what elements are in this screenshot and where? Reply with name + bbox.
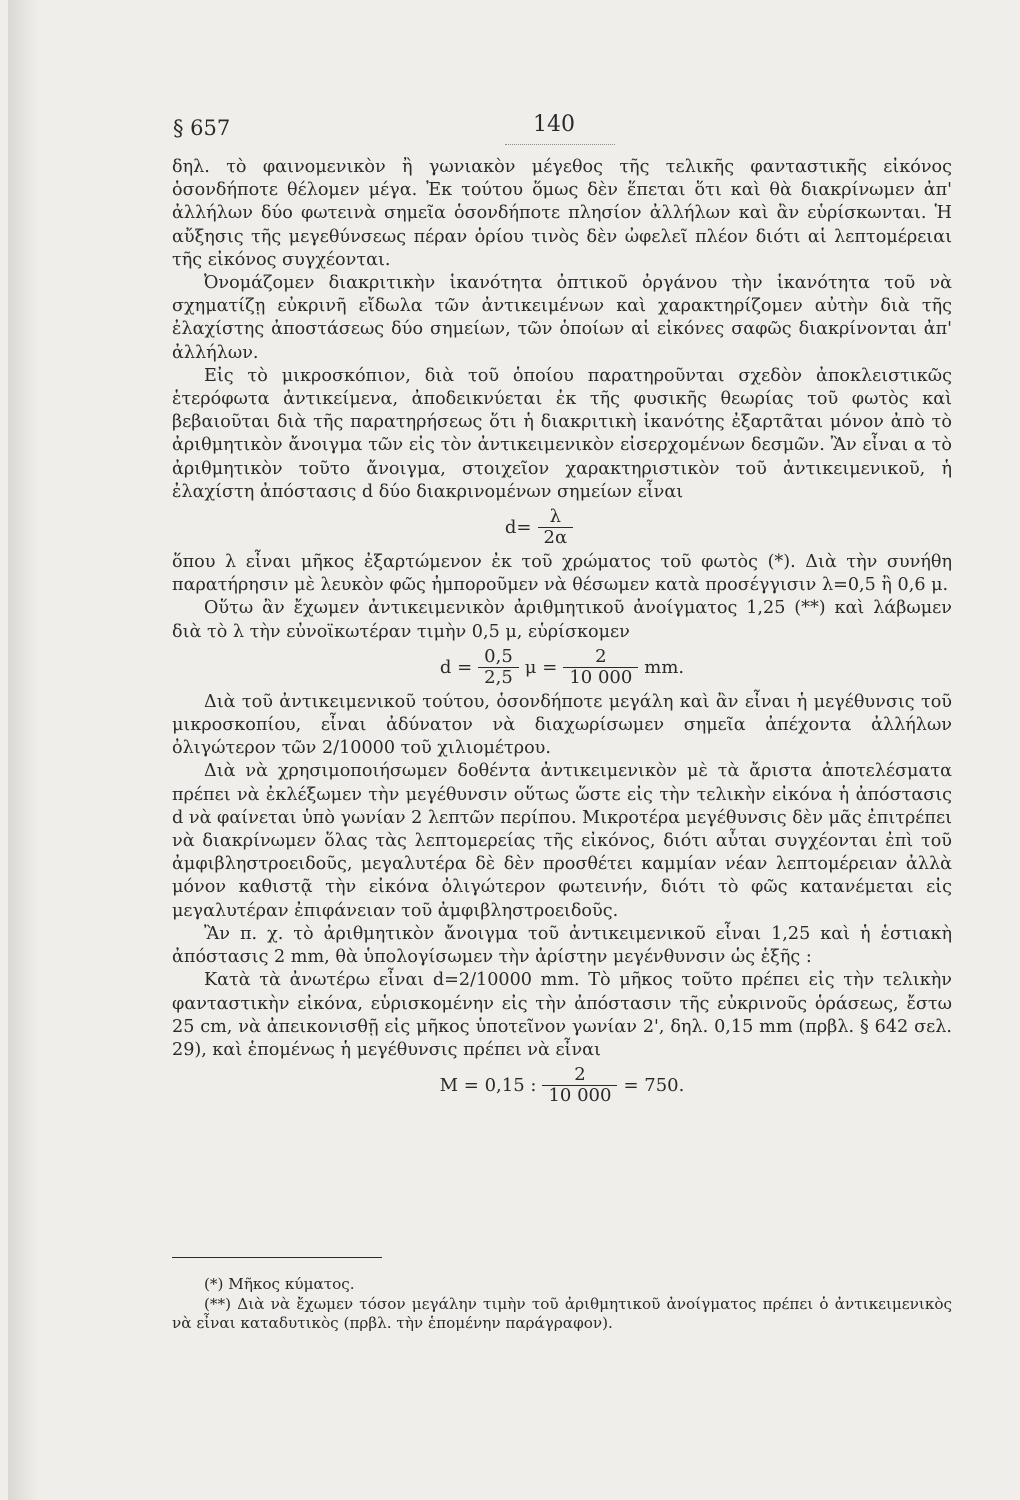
footnote: (**) Διὰ νὰ ἔχωμεν τόσον μεγάλην τιμὴν τοῦ ἀριθμητικοῦ ἀνοίγματος πρέπει ὁ ἀντικειμενικὸς νὰ εἶναι καταδυτικὸς (πρβλ. τὴν ἑπομένην παράγραφον). — [172, 1294, 952, 1332]
footnotes — [172, 1275, 952, 1334]
denominator: 2α — [538, 527, 574, 548]
denominator: 10 000 — [563, 667, 638, 688]
fraction — [542, 1065, 617, 1106]
paragraph: ὅπου λ εἶναι μῆκος ἐξαρτώμενον ἐκ τοῦ χρώματος τοῦ φωτὸς (*). Διὰ τὴν συνήθη παρατήρησιν μὲ λευκὸν φῶς ἠμποροῦμεν νὰ θέσωμεν κατὰ προσέγγισιν λ=0,5 ἢ 0,6 μ. — [172, 552, 952, 596]
formula-magnification — [172, 1065, 952, 1106]
formula-distance — [172, 647, 952, 688]
body-text — [172, 156, 952, 1109]
page-fold-shadow — [8, 0, 38, 1500]
page-header — [0, 112, 1020, 152]
page-number-rule — [505, 144, 615, 145]
paragraph: Εἰς τὸ μικροσκόπιον, διὰ τοῦ ὁποίου παρατηροῦνται σχεδὸν ἀποκλειστικῶς ἑτερόφωτα ἀντικείμενα, ἀποδεικνύεται ἐκ τῆς φυσικῆς θεωρίας τοῦ φωτὸς καὶ βεβαιοῦται διὰ τῆς παρατηρήσεως ὅτι ἡ διακριτικὴ ἱκανότης ἐξαρτᾶται μόνον ἀπὸ τὸ ἀριθμητικὸν ἄνοιγμα τῶν εἰς τὸν ἀντικειμενικὸν εἰσερχομένων δεσμῶν. Ἂν εἶναι α τὸ ἀριθμητικὸν τοῦτο ἄνοιγμα, στοιχεῖον χαρακτηριστικὸν τοῦ ἀντικειμενικοῦ, ἡ ἐλαχίστη ἀπόστασις d δύο διακρινομένων σημείων εἶναι — [172, 365, 952, 502]
page-number: 140 — [533, 112, 575, 137]
formula-lhs: d = — [439, 656, 473, 678]
denominator: 2,5 — [478, 667, 519, 688]
footnote: (*) Μῆκος κύματος. — [204, 1275, 355, 1293]
paragraph: Ἂν π. χ. τὸ ἀριθμητικὸν ἄνοιγμα τοῦ ἀντικειμενικοῦ εἶναι 1,25 καὶ ἡ ἑστιακὴ ἀπόστασις 2 mm, θὰ ὑπολογίσωμεν τὴν ἀρίστην μεγένθυνσιν ὡς ἑξῆς : — [172, 923, 952, 968]
numerator: 0,5 — [484, 645, 513, 667]
paragraph: Οὕτω ἂν ἔχωμεν ἀντικειμενικὸν ἀριθμητικοῦ ἀνοίγματος 1,25 (**) καὶ λάβωμεν διὰ τὸ λ τὴν εὐνοϊκωτέραν τιμὴν 0,5 μ, εὑρίσκομεν — [172, 598, 952, 642]
fraction — [538, 507, 574, 548]
fraction — [563, 647, 638, 688]
formula-resolution — [132, 507, 952, 548]
fraction — [478, 647, 519, 688]
denominator: 10 000 — [542, 1085, 617, 1106]
paragraph: Διὰ νὰ χρησιμοποιήσωμεν δοθέντα ἀντικειμενικὸν μὲ τὰ ἄριστα ἀποτελέσματα πρέπει νὰ ἐκλέξωμεν τὴν μεγέθυνσιν οὕτως ὥστε εἰς τὴν τελικὴν εἰκόνα ἡ ἀπόστασις d νὰ φαίνεται ὑπὸ γωνίαν 2 λεπτῶν περίπου. Μικροτέρα μεγέθυνσις δὲν μᾶς ἐπιτρέπει νὰ διακρίνωμεν ὅλας τὰς λεπτομερείας τῆς εἰκόνος, διότι αὗται συγχέονται ἐπὶ τοῦ ἀμφιβληστροειδοῦς, μεγαλυτέρα δὲ δὲν προσθέτει καμμίαν νέαν λεπτομέρειαν ἀλλὰ μόνον καθιστᾷ τὴν εἰκόνα ὀλιγώτερον φωτεινήν, διότι τὸ φῶς κατανέμεται εἰς μεγαλυτέραν ἐπιφάνειαν τοῦ ἀμφιβληστροειδοῦς. — [172, 761, 952, 921]
formula-lhs: d= — [504, 516, 532, 538]
formula-unit: mm. — [644, 656, 685, 678]
paragraph: Κατὰ τὰ ἀνωτέρω εἶναι d=2/10000 mm. Τὸ μῆκος τοῦτο πρέπει εἰς τὴν τελικὴν φανταστικὴν εἰκόνα, εὑρισκομένην εἰς τὴν ἀπόστασιν τῆς εὐκρινοῦς ὁράσεως, ἔστω 25 cm, νὰ ἀπεικονισθῇ εἰς μῆκος ὑποτεῖνον γωνίαν 2', δηλ. 0,15 mm (πρβλ. § 642 σελ. 29), καὶ ἑπομένως ἡ μεγέθυνσις πρέπει νὰ εἶναι — [172, 970, 952, 1060]
formula-lhs: M = 0,15 : — [439, 1075, 537, 1096]
paragraph: Ὀνομάζομεν διακριτικὴν ἱκανότητα ὀπτικοῦ ὀργάνου τὴν ἱκανότητα τοῦ νὰ σχηματίζῃ εὐκρινῆ εἴδωλα τῶν ἀντικειμένων καὶ χαρακτηρίζομεν αὐτὴν διὰ τῆς ἐλαχίστης ἀποστάσεως δύο σημείων, τῶν ὁποίων αἱ εἰκόνες σαφῶς διακρίνονται ἀπ' ἀλλήλων. — [172, 273, 952, 363]
section-number: § 657 — [173, 116, 231, 140]
footnote-rule — [172, 1257, 382, 1258]
paragraph: Διὰ τοῦ ἀντικειμενικοῦ τούτου, ὁσονδήποτε μεγάλη καὶ ἂν εἶναι ἡ μεγέθυνσις τοῦ μικροσκοπίου, εἶναι ἀδύνατον νὰ διαχωρίσωμεν σημεῖα ἀπέχοντα ἀλλήλων ὀλιγώτερον τῶν 2/10000 τοῦ χιλιομέτρου. — [172, 691, 952, 759]
formula-mid: μ = — [524, 656, 558, 678]
numerator: 2 — [595, 645, 607, 667]
formula-rhs: = 750. — [623, 1075, 685, 1096]
numerator: λ — [549, 506, 562, 528]
numerator: 2 — [574, 1064, 586, 1086]
paragraph: δηλ. τὸ φαινομενικὸν ἢ γωνιακὸν μέγεθος τῆς τελικῆς φανταστικῆς εἰκόνος ὁσονδήποτε θέλομεν μέγα. Ἐκ τούτου ὅμως δὲν ἕπεται ὅτι καὶ θὰ διακρίνωμεν ἀπ' ἀλλήλων δύο φωτεινὰ σημεῖα ὁσονδήποτε πλησίον ἀλλήλων καὶ ἂν εὑρίσκωνται. Ἡ αὔξησις τῆς μεγεθύνσεως πέραν ὁρίου τινὸς δὲν ὠφελεῖ πλέον διότι αἱ λεπτομέρειαι τῆς εἰκόνος συγχέονται. — [172, 157, 952, 270]
